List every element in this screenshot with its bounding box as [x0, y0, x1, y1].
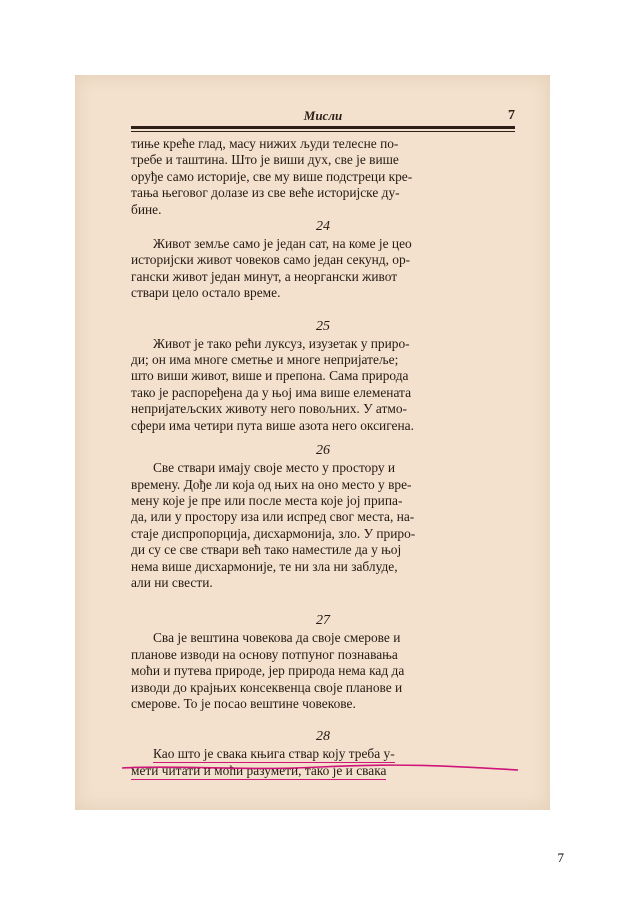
- section-number-26: 26: [316, 443, 330, 459]
- section-number-25: 25: [316, 318, 330, 334]
- text-line: требе и таштина. Што је виши дух, све је више: [131, 152, 399, 168]
- running-head: [131, 108, 515, 128]
- text-line: Све ствари имају своје место у простору и: [153, 460, 396, 476]
- text-line: тако је распоређена да у њој има више елемената: [131, 384, 412, 400]
- header-rule: [131, 126, 515, 129]
- text-line: тиње креће глад, масу нижих људи телесне по-: [131, 136, 399, 151]
- text-line: да, или у простору иза или испред свог места, на-: [131, 509, 415, 525]
- text-line: нема више дисхармоније, те ни зла ни заблуде,: [131, 558, 398, 574]
- highlighted-text: мети читати и моћи разумети, тако је и свака: [131, 762, 387, 778]
- text-line-highlighted: [131, 746, 515, 762]
- text-line: Сва је вештина човекова да своје смерове и: [153, 630, 401, 646]
- text-line: ди су се све ствари већ тако наместиле да у њој: [131, 542, 402, 558]
- text-line: гански живот један минут, а неоргански живот: [131, 268, 398, 284]
- text-line: непријатељских животу него повољних. У атмо-: [131, 401, 407, 417]
- text-line: историјски живот човеков само један секунд, ор-: [131, 252, 411, 268]
- text-line: стаје диспропорција, дисхармонија, зло. У приро-: [131, 525, 416, 541]
- section-number-24: 24: [316, 219, 330, 235]
- text-line: времену. Дође ли која од њих на оно место у вре-: [131, 476, 412, 492]
- page-number: 7: [557, 850, 564, 865]
- text-line: изводи до крајњих консеквенца своје планове и: [131, 679, 403, 695]
- text-line: смерове. То је посао вештине човекове.: [131, 695, 356, 711]
- text-line: тања његовог долазе из све веће историјске ду-: [131, 185, 400, 201]
- highlighted-text: Као што је свака књига ствар коју треба у-: [153, 746, 395, 762]
- text-line: мену које је пре или после места које јој припа-: [131, 492, 403, 508]
- text-line: оруђе само историје, све му више подстреци кре-: [131, 168, 413, 184]
- text-line: моћи и путева природе, јер природа нема кад да: [131, 663, 405, 679]
- text-line: Живот земље само је један сат, на коме је цео: [153, 236, 412, 252]
- text-line: сфери има четири пута више азота него оксигена.: [131, 417, 414, 433]
- text-line: али ни свести.: [131, 574, 213, 590]
- scanned-book-page: [75, 75, 550, 810]
- running-title: Мисли: [303, 108, 343, 123]
- text-line: бине.: [131, 201, 162, 217]
- pink-underline-mark: [120, 762, 520, 774]
- section-number-27: 27: [316, 613, 330, 629]
- header-rule-thin: [131, 131, 515, 132]
- section-number-28: 28: [316, 729, 330, 745]
- text-line: што виши живот, више и препона. Сама природа: [131, 368, 409, 384]
- text-line: ди; он има многе сметње и многе непријатеље;: [131, 352, 399, 368]
- body-text: [131, 136, 515, 779]
- header-page-number: 7: [508, 108, 515, 123]
- text-line: ствари цело остало време.: [131, 285, 281, 301]
- text-line: Живот је тако реħи луксуз, изузетак у приро-: [153, 335, 410, 351]
- text-line: планове изводи на основу потпуног познавања: [131, 646, 398, 662]
